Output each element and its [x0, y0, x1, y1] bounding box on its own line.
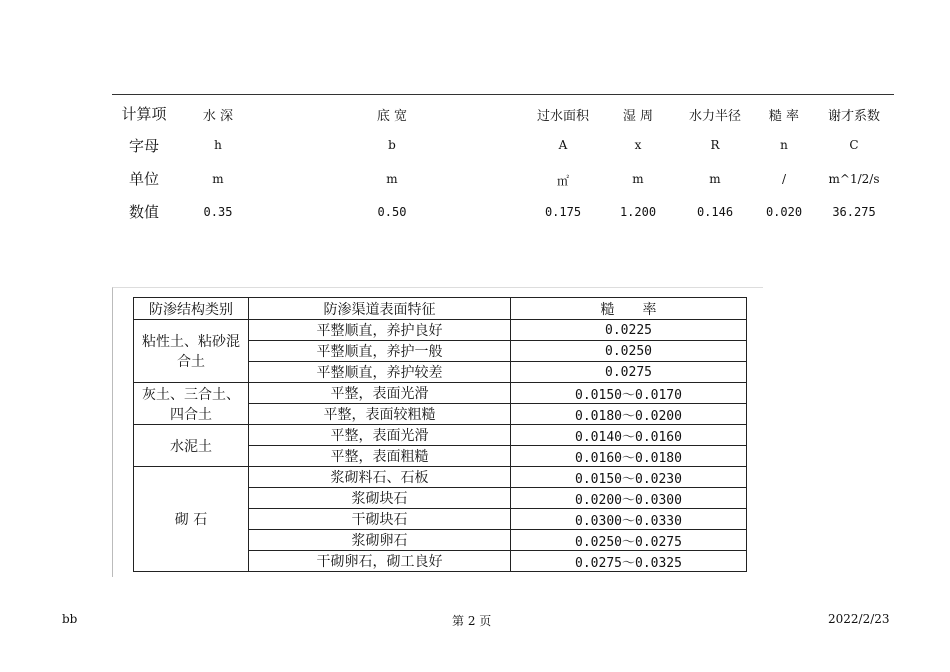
calc-cell: / [781, 172, 787, 186]
roughness-value: 0.0140～0.0160 [511, 425, 747, 446]
table-row [134, 425, 747, 446]
roughness-feature: 浆砌块石 [249, 488, 511, 509]
roughness-value: 0.0250～0.0275 [511, 530, 747, 551]
roughness-feature: 平整顺直，养护较差 [249, 362, 511, 383]
roughness-value: 0.0160～0.0180 [511, 446, 747, 467]
roughness-feature: 干砌卵石，砌工良好 [249, 551, 511, 572]
roughness-table [133, 297, 747, 572]
table-row [134, 467, 747, 488]
roughness-feature: 平整顺直，养护一般 [249, 341, 511, 362]
roughness-value: 0.0150～0.0170 [511, 383, 747, 404]
page-number: 第 2 页 [452, 614, 492, 628]
roughness-value: 0.0200～0.0300 [511, 488, 747, 509]
calc-cell: 0.35 [203, 205, 233, 219]
roughness-feature: 干砌块石 [249, 509, 511, 530]
calc-header-depth: 水 深 [202, 109, 234, 124]
calc-row-label: 单位 [128, 170, 160, 188]
roughness-feature: 平整，表面较粗糙 [249, 404, 511, 425]
roughness-feature: 浆砌卵石 [249, 530, 511, 551]
roughness-value: 0.0180～0.0200 [511, 404, 747, 425]
calc-cell: h [214, 138, 222, 152]
calc-cell: m [212, 172, 224, 186]
calc-cell: ㎡ [556, 174, 570, 188]
calc-header-radius: 水力半径 [688, 109, 742, 124]
calc-cell: 0.020 [765, 205, 803, 219]
roughness-value: 0.0275 [511, 362, 747, 383]
calc-header-perimeter: 湿 周 [622, 109, 654, 124]
footer-left: bb [62, 612, 78, 626]
roughness-feature: 平整顺直，养护良好 [249, 320, 511, 341]
calc-cell: R [710, 138, 720, 152]
roughness-feature: 浆砌料石、石板 [249, 467, 511, 488]
calc-header-item: 计算项 [121, 105, 167, 123]
calc-cell: n [780, 138, 788, 152]
roughness-category: 砌 石 [134, 467, 249, 572]
roughness-header-value: 糙 率 [511, 298, 747, 320]
calc-cell: b [388, 138, 396, 152]
roughness-header-category: 防渗结构类别 [134, 298, 249, 320]
roughness-header-feature: 防渗渠道表面特征 [249, 298, 511, 320]
calc-header-width: 底 宽 [376, 109, 408, 124]
footer-date: 2022/2/23 [828, 612, 890, 626]
calculation-table [0, 0, 950, 240]
calc-cell: A [558, 138, 568, 152]
roughness-category: 灰土、三合土、四合土 [134, 383, 249, 425]
roughness-feature: 平整，表面光滑 [249, 425, 511, 446]
table-row [134, 320, 747, 341]
roughness-feature: 平整，表面粗糙 [249, 446, 511, 467]
roughness-feature: 平整，表面光滑 [249, 383, 511, 404]
roughness-value: 0.0150～0.0230 [511, 467, 747, 488]
calc-header-roughness: 糙 率 [768, 109, 800, 124]
roughness-value: 0.0300～0.0330 [511, 509, 747, 530]
calc-cell: x [634, 138, 642, 152]
roughness-value: 0.0275～0.0325 [511, 551, 747, 572]
roughness-value: 0.0225 [511, 320, 747, 341]
calc-row-label: 数值 [128, 203, 160, 221]
calc-cell: C [849, 138, 859, 152]
roughness-value: 0.0250 [511, 341, 747, 362]
roughness-table-image [112, 287, 763, 577]
calc-header-area: 过水面积 [536, 109, 590, 124]
calc-row-label: 字母 [128, 137, 160, 155]
calc-cell: 36.275 [832, 205, 876, 219]
calc-cell: m [632, 172, 644, 186]
calc-cell: m [386, 172, 398, 186]
calc-cell: 0.175 [544, 205, 582, 219]
calc-cell: m^1/2/s [828, 172, 880, 186]
calc-cell: 0.50 [377, 205, 407, 219]
calc-header-chezy: 谢才系数 [827, 109, 881, 124]
roughness-category: 粘性土、粘砂混合土 [134, 320, 249, 383]
calc-cell: 0.146 [696, 205, 734, 219]
roughness-category: 水泥土 [134, 425, 249, 467]
table-row [134, 383, 747, 404]
calc-cell: 1.200 [619, 205, 657, 219]
calc-cell: m [709, 172, 721, 186]
